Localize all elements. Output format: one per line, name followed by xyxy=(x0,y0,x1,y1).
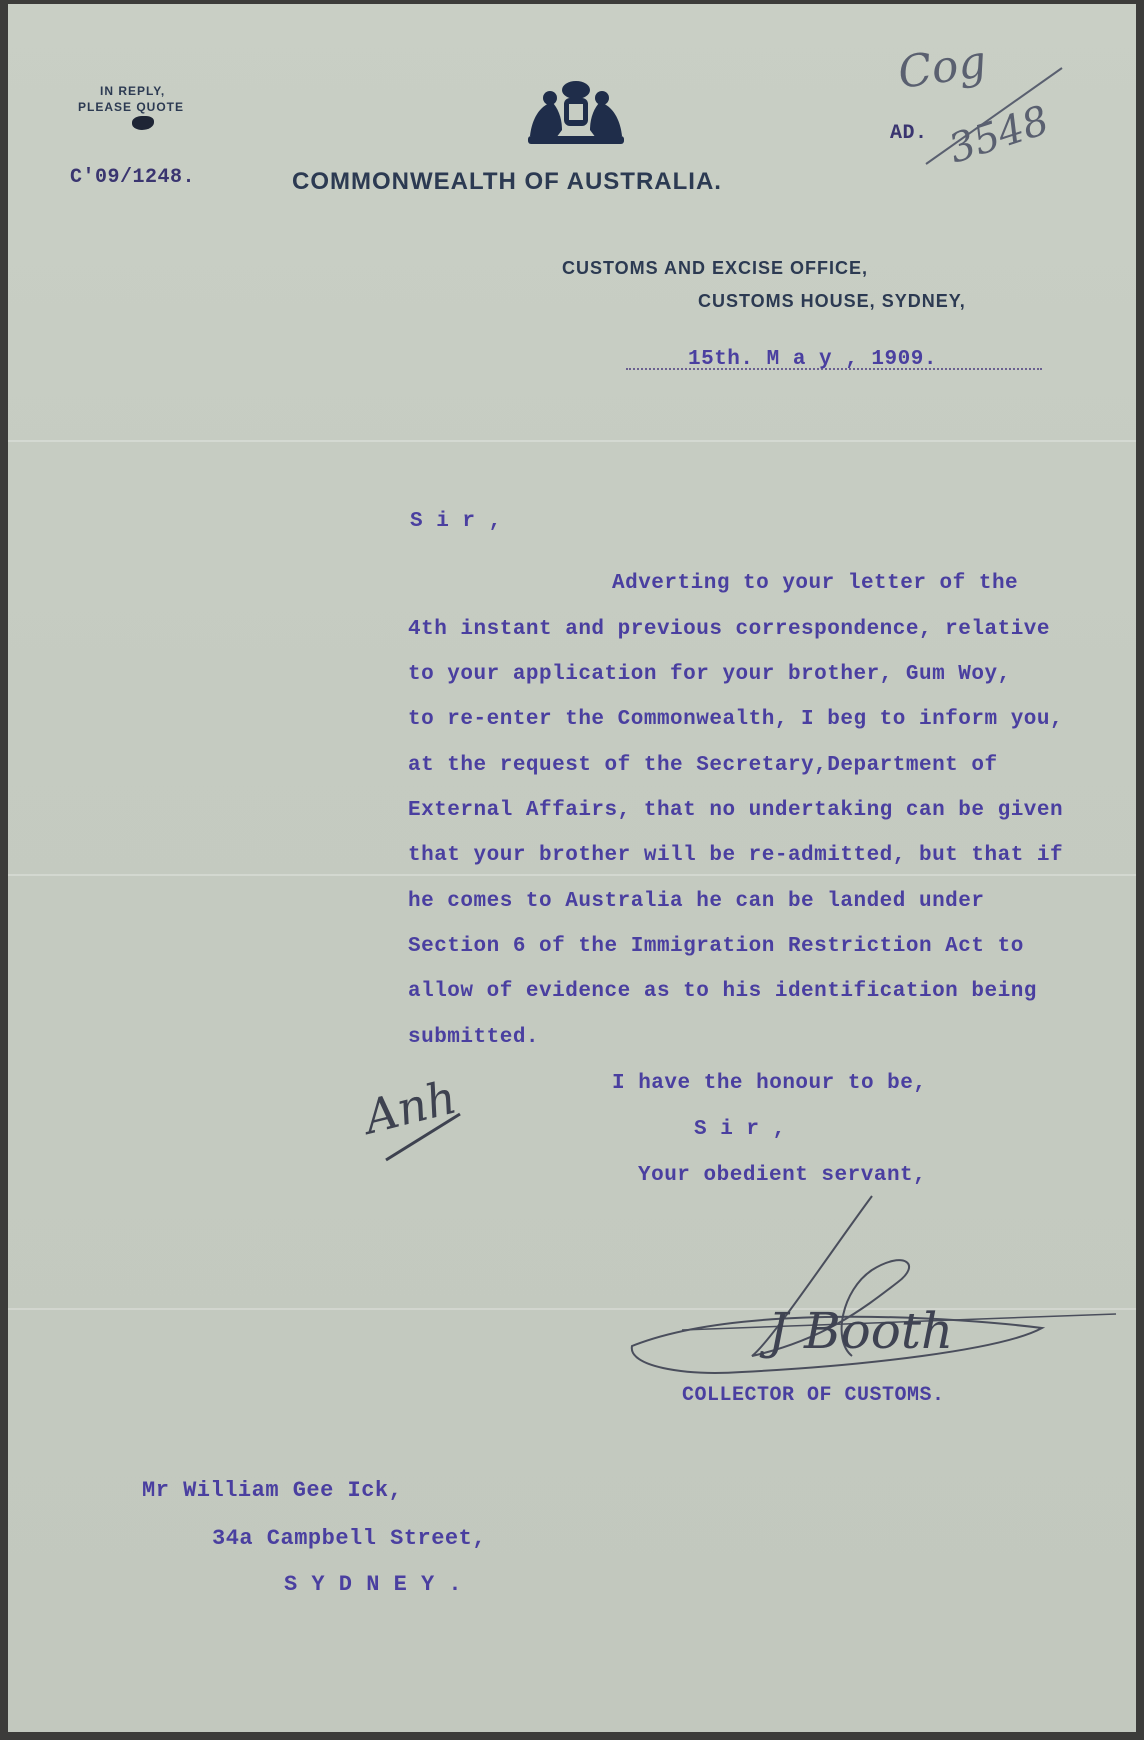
closing-sir: S i r , xyxy=(694,1118,786,1141)
addressee-street: 34a Campbell Street, xyxy=(212,1526,487,1551)
letter-sheet xyxy=(8,4,1136,1732)
office-line-2: CUSTOMS HOUSE, SYDNEY, xyxy=(698,291,966,311)
body-line: 4th instant and previous correspondence, relative xyxy=(408,618,1051,641)
reply-note-line2: PLEASE QUOTE xyxy=(78,100,185,114)
closing-line: I have the honour to be, xyxy=(612,1072,927,1095)
signature: J Booth xyxy=(768,1302,954,1360)
body-line: submitted. xyxy=(408,1026,540,1049)
initials: Anh xyxy=(358,1069,462,1145)
closing-line: Your obedient servant, xyxy=(638,1164,927,1187)
signature-flourish xyxy=(622,1190,1122,1410)
letter-date: 15th. M a y , 1909. xyxy=(688,348,937,371)
handwritten-ref-2: 3548 xyxy=(943,97,1055,173)
addressee-name: Mr William Gee Ick, xyxy=(142,1478,403,1503)
body-line: External Affairs, that no undertaking can be given xyxy=(408,799,1064,822)
fold-line xyxy=(8,874,1136,876)
addressee-city: S Y D N E Y . xyxy=(284,1572,463,1597)
office-line-1: CUSTOMS AND EXCISE OFFICE, xyxy=(562,258,869,278)
reply-note-line1: IN REPLY, xyxy=(100,84,166,98)
body-line: to your application for your brother, Gum Woy, xyxy=(408,663,1011,686)
body-line: Adverting to your letter of the xyxy=(612,572,1019,595)
handwritten-ref-1: Cog xyxy=(894,36,990,99)
ad-label: AD. xyxy=(890,122,928,145)
organization-name: COMMONWEALTH OF AUSTRALIA. xyxy=(292,168,722,195)
body-line: that your brother will be re-admitted, but that if xyxy=(408,844,1064,867)
reference-number: C'09/1248. xyxy=(70,166,196,189)
salutation: S i r , xyxy=(410,510,502,533)
body-line: at the request of the Secretary,Department of xyxy=(408,754,998,777)
coat-of-arms-icon xyxy=(522,78,630,146)
signatory-title: COLLECTOR OF CUSTOMS. xyxy=(682,1384,945,1407)
body-line: Section 6 of the Immigration Restriction Act to xyxy=(408,935,1024,958)
body-line: he comes to Australia he can be landed under xyxy=(408,890,985,913)
initials-stroke xyxy=(384,1104,464,1164)
body-line: to re-enter the Commonwealth, I beg to inform you, xyxy=(408,708,1064,731)
fold-line xyxy=(8,440,1136,442)
diagonal-stroke xyxy=(916,64,1066,174)
body-line: allow of evidence as to his identification being xyxy=(408,980,1037,1003)
pointing-hand-icon xyxy=(132,116,154,130)
